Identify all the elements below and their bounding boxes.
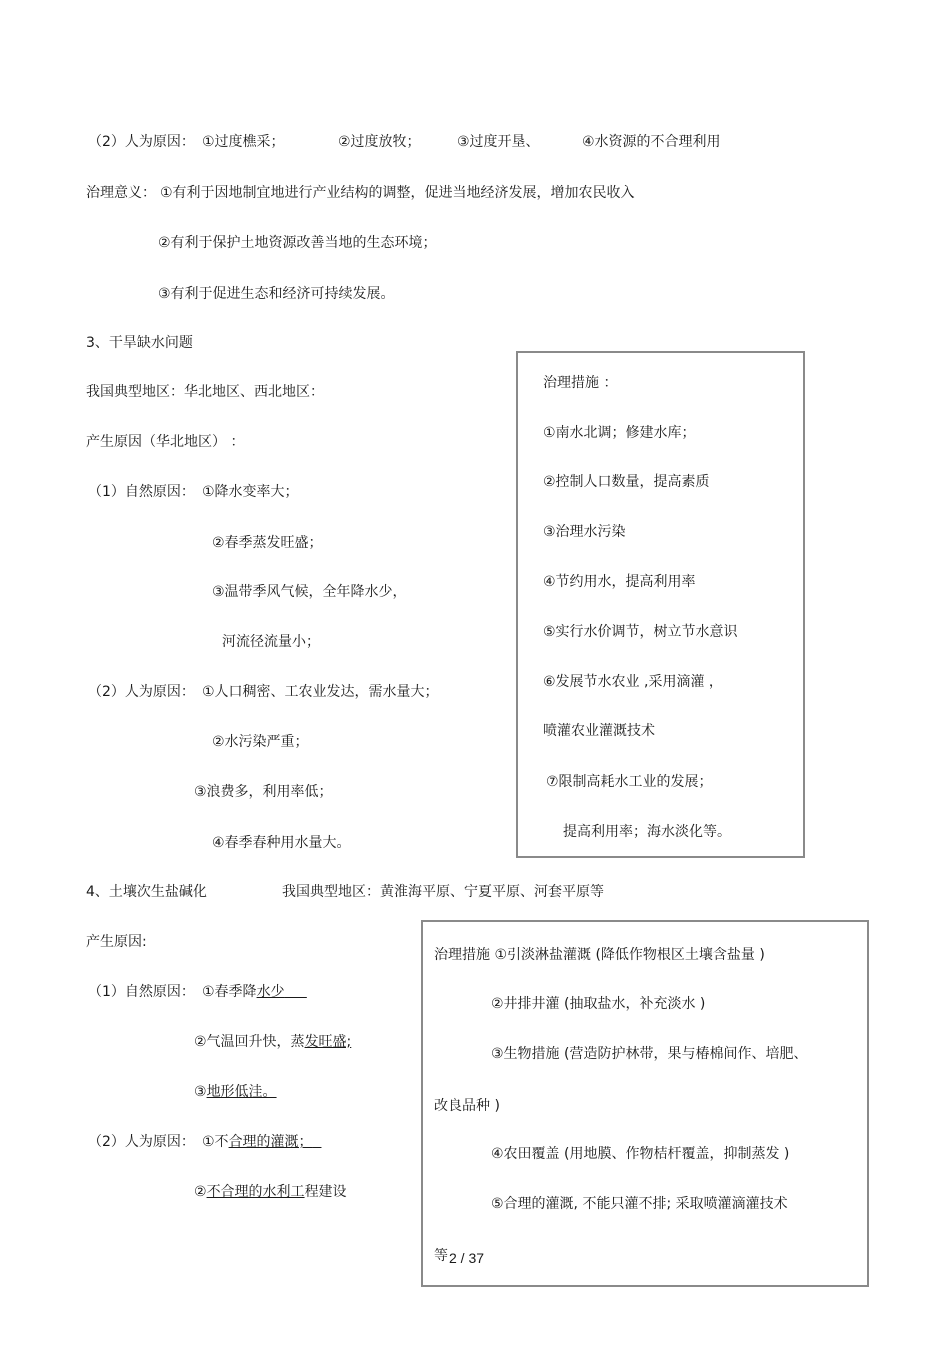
drought-measure-4: ④节约用水，提高利用率 [543, 574, 696, 590]
salt-cause-title: 产生原因: [86, 934, 147, 950]
drought-measure-1: ①南水北调；修建水库； [543, 425, 696, 441]
salt-measure-1: 治理措施 ①引淡淋盐灌溉 (降低作物根区土壤含盐量 ) [434, 947, 765, 963]
drought-measure-2: ②控制人口数量，提高素质 [543, 474, 710, 490]
salt-measure-4: ④农田覆盖 (用地膜、作物桔杆覆盖，抑制蒸发 ) [491, 1146, 790, 1162]
drought-measure-7-cont: 提高利用率；海水淡化等。 [563, 824, 731, 840]
salt-measure-5: ⑤合理的灌溉, 不能只灌不排; 采取喷灌滴灌技术 [491, 1196, 788, 1212]
salt-regions: 我国典型地区：黄淮海平原、宁夏平原、河套平原等 [282, 884, 604, 900]
drought-measure-6-cont: 喷灌农业灌溉技术 [543, 723, 655, 739]
human-cause-1: ①过度樵采； [202, 134, 285, 150]
drought-cause-title: 产生原因（华北地区） ： [86, 434, 245, 450]
significance-3: ③有利于促进生态和经济可持续发展。 [158, 286, 395, 302]
salt-measure-5-cont: 等 [434, 1248, 448, 1264]
drought-human-3: ③浪费多，利用率低； [194, 784, 333, 800]
drought-measure-6: ⑥发展节水农业 ,采用滴灌 ， [543, 674, 723, 690]
salt-human-1: ①不合理的灌溉； [202, 1134, 313, 1150]
significance-label: 治理意义： [86, 185, 156, 201]
human-cause-2: ②过度放牧； [338, 134, 421, 150]
drought-regions: 我国典型地区：华北地区、西北地区： [86, 384, 324, 400]
drought-human-4: ④春季春种用水量大。 [212, 835, 351, 851]
drought-natural-3-cont: 河流径流量小； [222, 634, 320, 650]
drought-measure-3: ③治理水污染 [543, 524, 626, 540]
human-cause-4: ④水资源的不合理利用 [582, 134, 721, 150]
page-number: 2 / 37 [449, 1250, 485, 1266]
drought-natural-label: （1）自然原因： [88, 484, 195, 500]
drought-measure-5: ⑤实行水价调节，树立节水意识 [543, 624, 738, 640]
significance-1: ①有利于因地制宜地进行产业结构的调整，促进当地经济发展，增加农民收入 [160, 185, 635, 201]
drought-human-1: ①人口稠密、工农业发达，需水量大； [202, 684, 439, 700]
drought-natural-1: ①降水变率大； [202, 484, 299, 500]
section-heading-drought: 3、干旱缺水问题 [86, 335, 193, 351]
human-causes-label: （2）人为原因： [88, 134, 195, 150]
salt-human-label: （2）人为原因： [88, 1134, 195, 1150]
drought-natural-3: ③温带季风气候，全年降水少， [212, 584, 407, 600]
significance-2: ②有利于保护土地资源改善当地的生态环境； [158, 235, 437, 251]
drought-measure-7: ⑦限制高耗水工业的发展； [546, 774, 713, 790]
salt-measure-2: ②井排井灌 (抽取盐水，补充淡水 ) [491, 996, 706, 1012]
salt-natural-2: ②气温回升快，蒸发旺盛; [194, 1034, 352, 1050]
salt-natural-3: ③地形低洼。 [194, 1084, 277, 1100]
salt-human-2: ②不合理的水利工程建设 [194, 1184, 347, 1200]
salt-measure-3-cont: 改良品种 ) [434, 1098, 500, 1114]
drought-human-2: ②水污染严重； [212, 734, 309, 750]
human-cause-3: ③过度开垦、 [457, 134, 540, 150]
drought-natural-2: ②春季蒸发旺盛； [212, 535, 323, 551]
drought-human-label: （2）人为原因： [88, 684, 195, 700]
salt-natural-1: ①春季降水少 [202, 984, 285, 1000]
salt-measure-3: ③生物措施 (营造防护林带，果与椿棉间作、培肥、 [491, 1046, 808, 1062]
section-heading-salinization: 4、土壤次生盐碱化 [86, 884, 207, 900]
salt-natural-label: （1）自然原因： [88, 984, 195, 1000]
drought-measures-title: 治理措施 ： [543, 375, 618, 391]
